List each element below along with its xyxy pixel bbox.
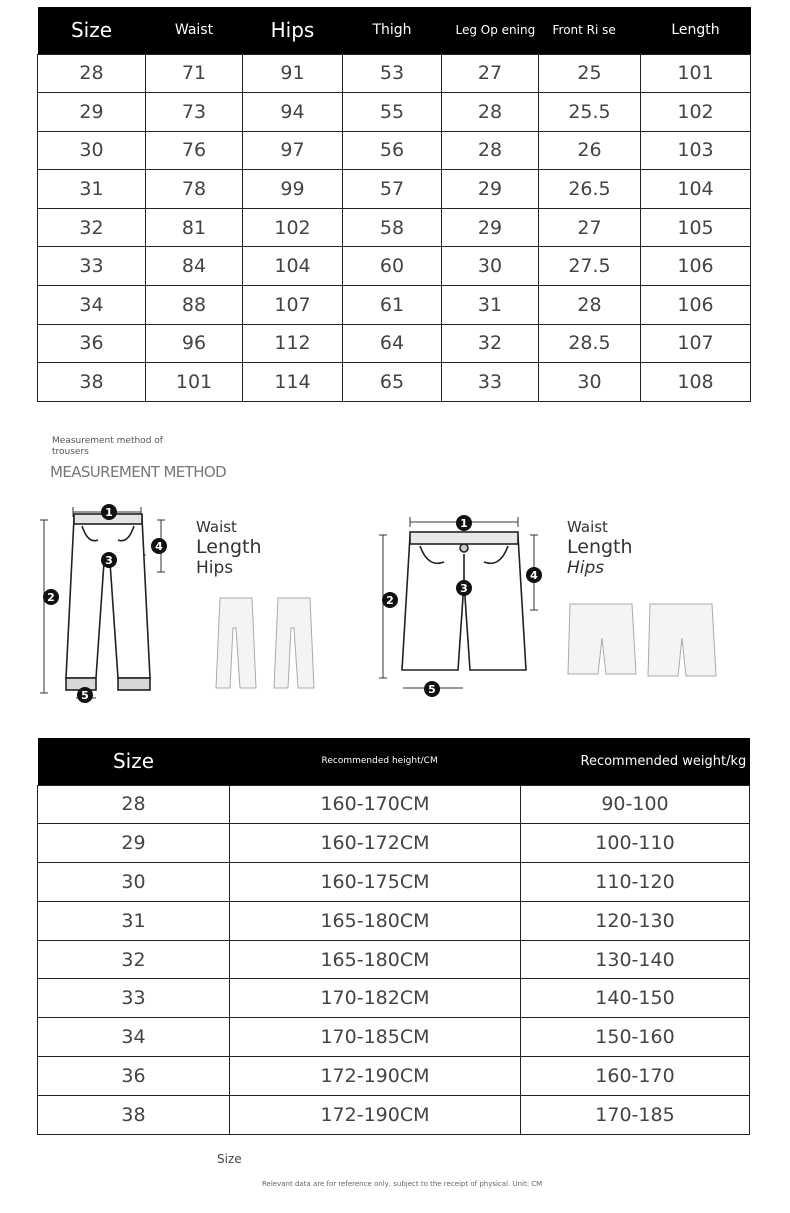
table-cell: 160-170CM — [230, 785, 521, 824]
rec-table-row — [38, 1018, 750, 1057]
table-cell: 165-180CM — [230, 901, 521, 940]
size-table-row — [38, 247, 751, 286]
table-cell: 76 — [146, 131, 243, 170]
table-cell: 101 — [641, 54, 751, 93]
table-cell: 27 — [442, 54, 539, 93]
table-cell: 28 — [38, 54, 146, 93]
table-cell: 58 — [343, 208, 442, 247]
footer-note: Relevant data are for reference only, subject to the receipt of physical. Unit: CM — [262, 1180, 543, 1188]
table-cell: 26 — [539, 131, 641, 170]
rec-table-row — [38, 940, 750, 979]
header-length: Length — [641, 7, 751, 54]
table-cell: 30 — [539, 363, 641, 402]
table-cell: 36 — [38, 324, 146, 363]
rec-header-height: Recommended height/CM — [230, 738, 521, 785]
table-cell: 30 — [442, 247, 539, 286]
svg-text:5: 5 — [81, 689, 89, 702]
table-cell: 114 — [243, 363, 343, 402]
size-table-row — [38, 363, 751, 402]
table-cell: 28.5 — [539, 324, 641, 363]
rec-table-row — [38, 901, 750, 940]
table-cell: 101 — [146, 363, 243, 402]
svg-text:4: 4 — [530, 569, 538, 582]
trousers-legend — [196, 518, 262, 578]
table-cell: 91 — [243, 54, 343, 93]
size-table-row — [38, 170, 751, 209]
table-cell: 28 — [38, 785, 230, 824]
table-cell: 32 — [38, 940, 230, 979]
legend-hips: Hips — [567, 558, 605, 578]
table-cell: 34 — [38, 1018, 230, 1057]
table-cell: 28 — [442, 131, 539, 170]
table-cell: 28 — [442, 93, 539, 132]
table-cell: 88 — [146, 286, 243, 325]
rec-table-body — [38, 785, 750, 1134]
footer-size-label: Size — [217, 1152, 242, 1166]
recommendation-table — [37, 738, 750, 1135]
table-cell: 96 — [146, 324, 243, 363]
table-cell: 30 — [38, 131, 146, 170]
table-cell: 56 — [343, 131, 442, 170]
table-cell: 25 — [539, 54, 641, 93]
table-cell: 160-172CM — [230, 824, 521, 863]
table-cell: 172-190CM — [230, 1095, 521, 1134]
table-cell: 90-100 — [521, 785, 750, 824]
shorts-diagram — [378, 510, 718, 705]
header-hips: Hips — [243, 7, 343, 54]
table-cell: 84 — [146, 247, 243, 286]
size-table-row — [38, 286, 751, 325]
header-leg-opening: Leg Op ening — [442, 7, 539, 54]
trousers-outline — [66, 514, 150, 690]
header-size: Size — [38, 7, 146, 54]
table-cell: 28 — [539, 286, 641, 325]
table-cell: 29 — [38, 93, 146, 132]
table-cell: 36 — [38, 1057, 230, 1096]
svg-text:5: 5 — [428, 683, 436, 696]
rec-table-row — [38, 824, 750, 863]
measurement-title: MEASUREMENT METHOD — [50, 463, 227, 481]
table-cell: 64 — [343, 324, 442, 363]
table-cell: 160-175CM — [230, 863, 521, 902]
svg-text:1: 1 — [460, 517, 468, 530]
table-cell: 165-180CM — [230, 940, 521, 979]
trousers-diagram — [38, 500, 328, 710]
table-cell: 102 — [641, 93, 751, 132]
svg-text:3: 3 — [105, 554, 113, 567]
table-cell: 31 — [38, 901, 230, 940]
table-cell: 30 — [38, 863, 230, 902]
table-cell: 107 — [641, 324, 751, 363]
legend-length: Length — [567, 536, 633, 558]
table-cell: 27 — [539, 208, 641, 247]
table-cell: 106 — [641, 286, 751, 325]
table-cell: 57 — [343, 170, 442, 209]
table-cell: 65 — [343, 363, 442, 402]
table-cell: 31 — [442, 286, 539, 325]
svg-text:1: 1 — [105, 506, 113, 519]
table-cell: 170-182CM — [230, 979, 521, 1018]
table-cell: 33 — [38, 979, 230, 1018]
table-cell: 150-160 — [521, 1018, 750, 1057]
table-cell: 97 — [243, 131, 343, 170]
table-cell: 105 — [641, 208, 751, 247]
rec-table-row — [38, 979, 750, 1018]
svg-text:3: 3 — [460, 582, 468, 595]
header-front-rise: Front Ri se — [539, 7, 641, 54]
table-cell: 26.5 — [539, 170, 641, 209]
table-cell: 172-190CM — [230, 1057, 521, 1096]
table-cell: 100-110 — [521, 824, 750, 863]
table-cell: 170-185 — [521, 1095, 750, 1134]
size-table-row — [38, 93, 751, 132]
table-cell: 29 — [442, 208, 539, 247]
table-cell: 31 — [38, 170, 146, 209]
table-cell: 32 — [442, 324, 539, 363]
table-cell: 25.5 — [539, 93, 641, 132]
table-cell: 140-150 — [521, 979, 750, 1018]
header-thigh: Thigh — [343, 7, 442, 54]
table-cell: 38 — [38, 1095, 230, 1134]
table-cell: 29 — [442, 170, 539, 209]
svg-text:2: 2 — [47, 591, 55, 604]
legend-waist: Waist — [567, 518, 608, 536]
table-cell: 170-185CM — [230, 1018, 521, 1057]
rec-table-row — [38, 785, 750, 824]
table-cell: 33 — [38, 247, 146, 286]
table-cell: 108 — [641, 363, 751, 402]
table-cell: 104 — [243, 247, 343, 286]
table-cell: 29 — [38, 824, 230, 863]
rec-header-weight: Recommended weight/kg — [521, 738, 750, 785]
table-cell: 38 — [38, 363, 146, 402]
table-cell: 99 — [243, 170, 343, 209]
svg-text:2: 2 — [386, 594, 394, 607]
shorts-legend — [567, 518, 633, 578]
table-cell: 78 — [146, 170, 243, 209]
table-cell: 104 — [641, 170, 751, 209]
table-cell: 33 — [442, 363, 539, 402]
svg-text:4: 4 — [155, 540, 163, 553]
size-table-row — [38, 131, 751, 170]
size-table-row — [38, 324, 751, 363]
rec-header-size: Size — [38, 738, 230, 785]
legend-waist: Waist — [196, 518, 237, 536]
table-cell: 94 — [243, 93, 343, 132]
table-cell: 32 — [38, 208, 146, 247]
table-cell: 27.5 — [539, 247, 641, 286]
table-cell: 61 — [343, 286, 442, 325]
table-cell: 81 — [146, 208, 243, 247]
trousers-thumbnails — [216, 598, 314, 688]
table-cell: 110-120 — [521, 863, 750, 902]
table-cell: 107 — [243, 286, 343, 325]
legend-length: Length — [196, 536, 262, 558]
table-cell: 160-170 — [521, 1057, 750, 1096]
size-table-header — [38, 7, 751, 54]
shorts-thumbnails — [568, 604, 716, 676]
size-chart-table — [37, 7, 751, 402]
rec-table-row — [38, 863, 750, 902]
table-cell: 130-140 — [521, 940, 750, 979]
header-waist: Waist — [146, 7, 243, 54]
rec-table-row — [38, 1057, 750, 1096]
size-table-row — [38, 208, 751, 247]
legend-hips: Hips — [196, 558, 234, 578]
table-cell: 60 — [343, 247, 442, 286]
table-cell: 112 — [243, 324, 343, 363]
rec-table-header — [38, 738, 750, 785]
shorts-outline — [402, 532, 526, 670]
size-table-row — [38, 54, 751, 93]
table-cell: 102 — [243, 208, 343, 247]
table-cell: 103 — [641, 131, 751, 170]
table-cell: 34 — [38, 286, 146, 325]
rec-table-row — [38, 1095, 750, 1134]
table-cell: 55 — [343, 93, 442, 132]
table-cell: 106 — [641, 247, 751, 286]
table-cell: 120-130 — [521, 901, 750, 940]
table-cell: 53 — [343, 54, 442, 93]
table-cell: 71 — [146, 54, 243, 93]
measurement-small-caption: Measurement method of trousers — [52, 436, 163, 457]
table-cell: 73 — [146, 93, 243, 132]
size-table-body — [38, 54, 751, 401]
